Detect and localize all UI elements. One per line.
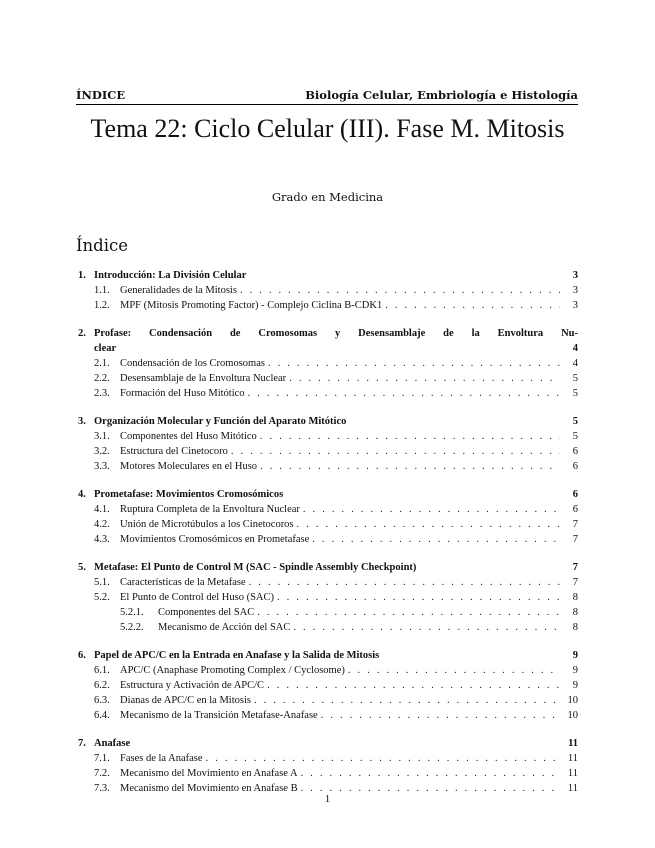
entry-page: 6 xyxy=(572,504,578,515)
toc-entry[interactable] xyxy=(78,371,578,386)
section-page: 3 xyxy=(572,270,578,281)
entry-title: Formación del Huso Mitótico xyxy=(120,388,245,399)
dot-leader xyxy=(309,532,560,547)
toc-entry[interactable] xyxy=(78,532,578,547)
toc-entry[interactable] xyxy=(78,678,578,693)
toc-entry[interactable] xyxy=(78,575,578,590)
entry-number: 5.2.2. xyxy=(120,622,144,633)
toc-entry[interactable] xyxy=(78,517,578,532)
entry-number: 2.3. xyxy=(94,388,110,399)
section-page: 9 xyxy=(572,650,578,661)
toc-entry[interactable] xyxy=(78,766,578,781)
section-title: Organización Molecular y Función del Aparato Mitótico xyxy=(94,416,347,427)
entry-number: 7.2. xyxy=(94,768,110,779)
entry-number: 5.2.1. xyxy=(120,607,144,618)
dot-leader xyxy=(265,356,560,371)
section-number: 7. xyxy=(78,738,86,749)
dot-leader xyxy=(228,444,560,459)
section-title-continuation xyxy=(78,341,578,356)
entry-title: Motores Moleculares en el Huso xyxy=(120,461,258,472)
toc-entry[interactable] xyxy=(78,298,578,313)
entry-number: 6.4. xyxy=(94,710,110,721)
dot-leader xyxy=(294,517,560,532)
entry-title: Mecanismo del Movimiento en Anafase B xyxy=(120,783,298,794)
section-page: 6 xyxy=(572,489,578,500)
toc-section xyxy=(78,648,578,723)
toc-entry[interactable] xyxy=(78,502,578,517)
toc-entry[interactable] xyxy=(78,590,578,605)
entry-page: 8 xyxy=(572,592,578,603)
dot-leader xyxy=(257,459,560,474)
toc-section-heading[interactable] xyxy=(78,326,578,356)
header-rule xyxy=(76,104,578,105)
toc-entry[interactable] xyxy=(78,444,578,459)
section-number: 5. xyxy=(78,562,86,573)
entry-page: 11 xyxy=(567,768,578,779)
entry-title: Estructura y Activación de APC/C xyxy=(120,680,265,691)
dot-leader xyxy=(382,298,560,313)
section-title: Papel de APC/C en la Entrada en Anafase y la Salida de Mitosis xyxy=(94,650,380,661)
entry-title: Características de la Metafase xyxy=(120,577,246,588)
dot-leader xyxy=(274,590,560,605)
dot-leader xyxy=(254,605,560,620)
toc-entry[interactable] xyxy=(78,459,578,474)
toc-entry[interactable] xyxy=(78,663,578,678)
dot-leader xyxy=(257,429,560,444)
section-title: Metafase: El Punto de Control M (SAC - Spindle Assembly Checkpoint) xyxy=(94,562,417,573)
entry-page: 8 xyxy=(572,622,578,633)
section-title: Anafase xyxy=(94,738,131,749)
running-header xyxy=(76,88,578,104)
section-number: 4. xyxy=(78,489,86,500)
entry-page: 11 xyxy=(567,753,578,764)
dot-leader xyxy=(298,766,560,781)
entry-number: 1.2. xyxy=(94,300,110,311)
entry-title: Componentes del SAC xyxy=(158,607,255,618)
table-of-contents xyxy=(78,268,578,809)
document-title: Tema 22: Ciclo Celular (III). Fase M. Mitosis xyxy=(90,114,565,143)
entry-title: Mecanismo de la Transición Metafase-Anafase xyxy=(120,710,318,721)
entry-page: 5 xyxy=(572,431,578,442)
section-number: 6. xyxy=(78,650,86,661)
section-title: Profase: Condensación de Cromosomas y Desensamblaje de la Envoltura Nu- xyxy=(94,328,578,339)
entry-page: 11 xyxy=(567,783,578,794)
section-number: 2. xyxy=(78,328,86,339)
toc-entry[interactable] xyxy=(78,751,578,766)
entry-number: 2.1. xyxy=(94,358,110,369)
entry-page: 9 xyxy=(572,680,578,691)
entry-number: 4.3. xyxy=(94,534,110,545)
toc-section xyxy=(78,560,578,635)
section-page: 4 xyxy=(572,343,578,354)
toc-entry[interactable] xyxy=(78,620,578,635)
toc-section xyxy=(78,268,578,313)
toc-entry[interactable] xyxy=(78,386,578,401)
toc-section xyxy=(78,736,578,796)
entry-title: MPF (Mitosis Promoting Factor) - Complejo Ciclina B-CDK1 xyxy=(120,300,383,311)
entry-page: 7 xyxy=(572,534,578,545)
entry-number: 4.2. xyxy=(94,519,110,530)
dot-leader xyxy=(286,371,560,386)
section-title-line2: clear xyxy=(94,343,117,354)
dot-leader xyxy=(251,693,560,708)
toc-section xyxy=(78,414,578,474)
toc-heading: Índice xyxy=(76,236,128,255)
section-page: 7 xyxy=(572,562,578,573)
toc-entry[interactable] xyxy=(78,283,578,298)
entry-number: 4.1. xyxy=(94,504,110,515)
entry-title: Componentes del Huso Mitótico xyxy=(120,431,257,442)
entry-page: 6 xyxy=(572,446,578,457)
toc-section xyxy=(78,326,578,401)
entry-page: 6 xyxy=(572,461,578,472)
entry-page: 3 xyxy=(572,285,578,296)
toc-entry[interactable] xyxy=(78,708,578,723)
entry-number: 3.1. xyxy=(94,431,110,442)
entry-title: Generalidades de la Mitosis xyxy=(120,285,237,296)
entry-number: 3.2. xyxy=(94,446,110,457)
entry-title: Estructura del Cinetocoro xyxy=(120,446,228,457)
document-subtitle: Grado en Medicina xyxy=(271,190,384,204)
entry-number: 5.2. xyxy=(94,592,110,603)
section-number: 1. xyxy=(78,270,86,281)
dot-leader xyxy=(318,708,560,723)
entry-title: Fases de la Anafase xyxy=(120,753,203,764)
dot-leader xyxy=(245,386,560,401)
entry-number: 6.2. xyxy=(94,680,110,691)
header-left: ÍNDICE xyxy=(76,88,126,102)
dot-leader xyxy=(290,620,560,635)
section-page: 5 xyxy=(572,416,578,427)
dot-leader xyxy=(237,283,560,298)
dot-leader xyxy=(345,663,560,678)
entry-number: 3.3. xyxy=(94,461,110,472)
dot-leader xyxy=(203,751,560,766)
entry-number: 2.2. xyxy=(94,373,110,384)
entry-title: Mecanismo del Movimiento en Anafase A xyxy=(120,768,298,779)
dot-leader xyxy=(246,575,560,590)
section-title: Introducción: La División Celular xyxy=(94,270,247,281)
toc-entry[interactable] xyxy=(78,356,578,371)
entry-number: 7.3. xyxy=(94,783,110,794)
toc-section-heading[interactable] xyxy=(78,268,578,283)
toc-section-heading[interactable] xyxy=(78,648,578,663)
section-page: 11 xyxy=(568,738,578,749)
header-right: Biología Celular, Embriología e Histología xyxy=(305,88,578,102)
entry-number: 6.1. xyxy=(94,665,110,676)
entry-page: 7 xyxy=(572,577,578,588)
dot-leader xyxy=(264,678,560,693)
entry-title: Mecanismo de Acción del SAC xyxy=(158,622,291,633)
toc-section-heading[interactable] xyxy=(78,736,578,751)
entry-title: APC/C (Anaphase Promoting Complex / Cyclosome) xyxy=(120,665,345,676)
toc-section-heading[interactable] xyxy=(78,414,578,429)
entry-number: 5.1. xyxy=(94,577,110,588)
entry-page: 9 xyxy=(572,665,578,676)
entry-page: 10 xyxy=(567,695,578,706)
toc-entry[interactable] xyxy=(78,605,578,620)
entry-title: Movimientos Cromosómicos en Prometafase xyxy=(120,534,310,545)
page-number: 1 xyxy=(324,793,331,805)
section-title: Prometafase: Movimientos Cromosómicos xyxy=(94,489,284,500)
entry-number: 6.3. xyxy=(94,695,110,706)
entry-number: 1.1. xyxy=(94,285,110,296)
entry-title: El Punto de Control del Huso (SAC) xyxy=(120,592,274,603)
entry-page: 5 xyxy=(572,388,578,399)
toc-section xyxy=(78,487,578,547)
entry-title: Desensamblaje de la Envoltura Nuclear xyxy=(120,373,287,384)
entry-page: 8 xyxy=(572,607,578,618)
section-number: 3. xyxy=(78,416,86,427)
dot-leader xyxy=(300,502,560,517)
entry-number: 7.1. xyxy=(94,753,110,764)
entry-page: 3 xyxy=(572,300,578,311)
entry-title: Condensación de los Cromosomas xyxy=(120,358,265,369)
entry-title: Ruptura Completa de la Envoltura Nuclear xyxy=(120,504,300,515)
toc-section-heading[interactable] xyxy=(78,560,578,575)
entry-title: Dianas de APC/C en la Mitosis xyxy=(120,695,251,706)
entry-page: 4 xyxy=(572,358,578,369)
toc-section-heading[interactable] xyxy=(78,487,578,502)
entry-page: 7 xyxy=(572,519,578,530)
toc-entry[interactable] xyxy=(78,693,578,708)
entry-page: 5 xyxy=(572,373,578,384)
entry-title: Unión de Microtúbulos a los Cinetocoros xyxy=(120,519,294,530)
entry-page: 10 xyxy=(567,710,578,721)
toc-entry[interactable] xyxy=(78,429,578,444)
